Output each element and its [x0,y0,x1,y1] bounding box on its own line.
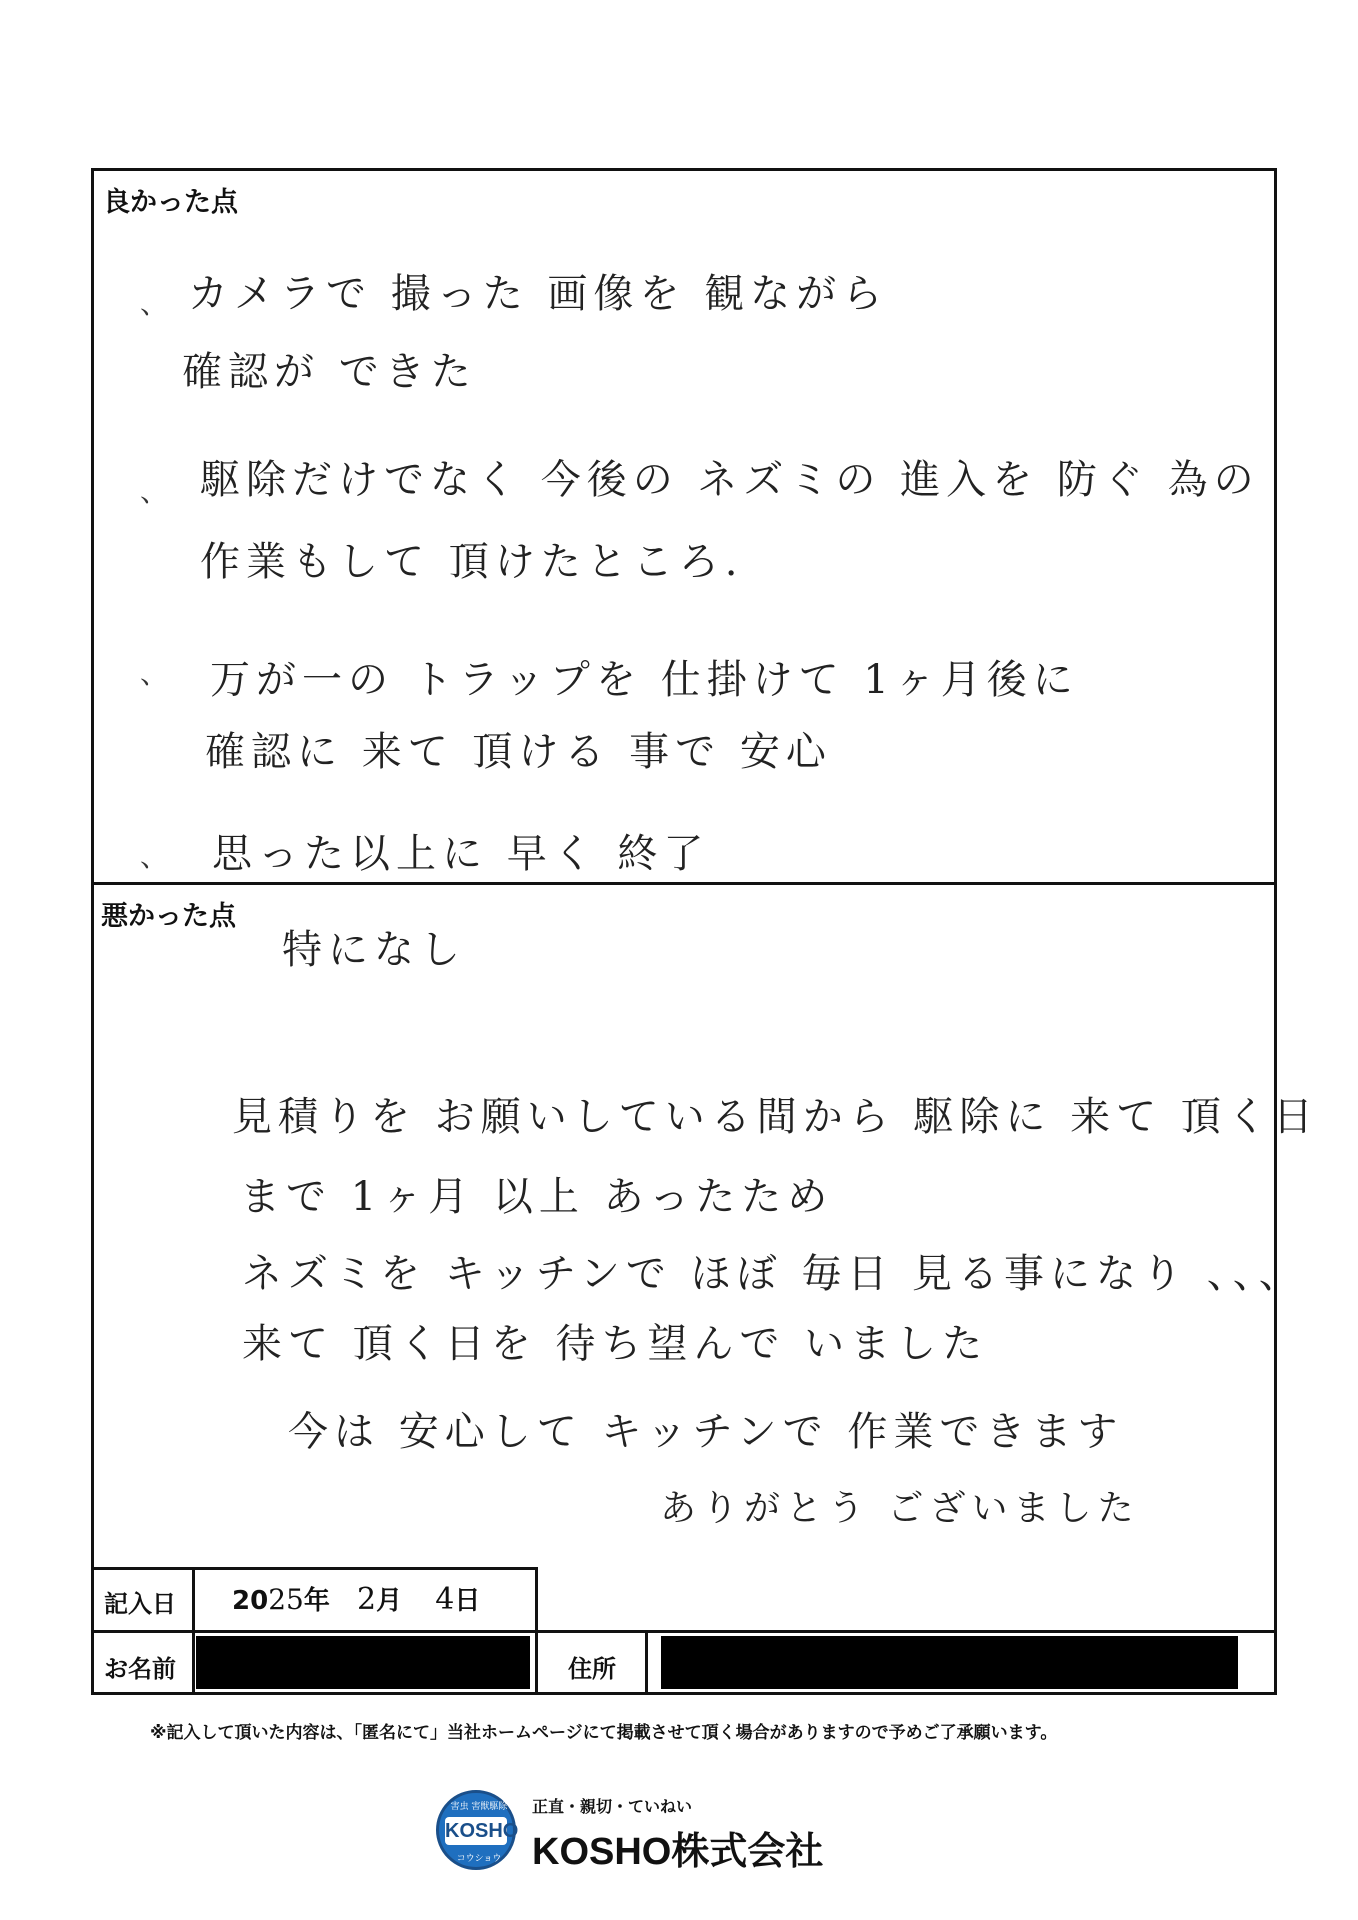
month-unit: 月 [376,1586,403,1616]
good-line-5: 万が一の トラップを 仕掛けて 1ヶ月後に [210,657,1079,703]
year-unit: 年 [303,1586,330,1616]
address-label-divider [645,1630,648,1695]
bad-line-1: 特になし [282,927,466,973]
address-redaction [661,1636,1238,1689]
logo-main-text: KOSHO [445,1817,507,1845]
kosho-logo [436,1790,519,1870]
section-divider [91,882,1277,885]
logo-bottom-text: コウショウ [456,1854,502,1864]
name-redaction [196,1636,530,1689]
name-label: お名前 [104,1655,176,1683]
company-logo-block [436,1790,856,1873]
bad-line-7: ありがとう ございました [660,1488,1140,1529]
good-line-7: 思った以上に 早く 終了 [212,831,710,877]
good-line-2: 確認が できた [182,349,477,395]
date-value [232,1580,480,1617]
bullet-mark: 、 [140,287,169,320]
bullet-mark: 、 [140,475,169,508]
bad-points-label: 悪かった点 [101,901,236,932]
good-points-label: 良かった点 [103,187,238,218]
company-name: KOSHO株式会社 [532,1831,824,1873]
good-line-4: 作業もして 頂けたところ. [200,539,744,585]
company-tagline: 正直・親切・ていねい [532,1797,693,1816]
date-year-handwritten: 25 [268,1583,304,1616]
date-label: 記入日 [104,1590,176,1618]
day-unit: 日 [454,1586,481,1616]
name-row-top [91,1630,1277,1633]
good-line-1: カメラで 撮った 画像を 観ながら [188,271,889,317]
logo-top-text: 害虫 害獣駆除 [450,1802,508,1812]
value-col-divider [535,1567,538,1695]
bullet-mark: 、 [140,840,169,873]
date-row-top [91,1567,537,1570]
label-col-divider [192,1567,195,1695]
good-line-6: 確認に 来て 頂ける 事で 安心 [205,729,832,775]
disclaimer-notice: ※記入して頂いた内容は、「匿名にて」当社ホームページにて掲載させて頂く場合がありますので予めご了承願います。 [150,1723,1058,1743]
bullet-mark: 、 [140,657,169,690]
bad-line-2: 見積りを お願いしている間から 駆除に 来て 頂く日 [232,1094,1319,1140]
bad-line-3: まで 1ヶ月 以上 あったため [240,1174,834,1220]
date-year-prefix: 20 [232,1586,269,1616]
date-month: 2 [357,1582,377,1617]
date-day: 4 [435,1582,455,1617]
bad-line-4: ネズミを キッチンで ほぼ 毎日 見る事になり 、、、 [242,1251,1305,1297]
bad-line-5: 来て 頂く日を 待ち望んで いました [242,1321,989,1367]
bad-line-6: 今は 安心して キッチンで 作業できます [288,1409,1124,1455]
good-line-3: 駆除だけでなく 今後の ネズミの 進入を 防ぐ 為の [200,457,1260,503]
address-label: 住所 [568,1655,616,1683]
survey-form [91,168,1277,1695]
